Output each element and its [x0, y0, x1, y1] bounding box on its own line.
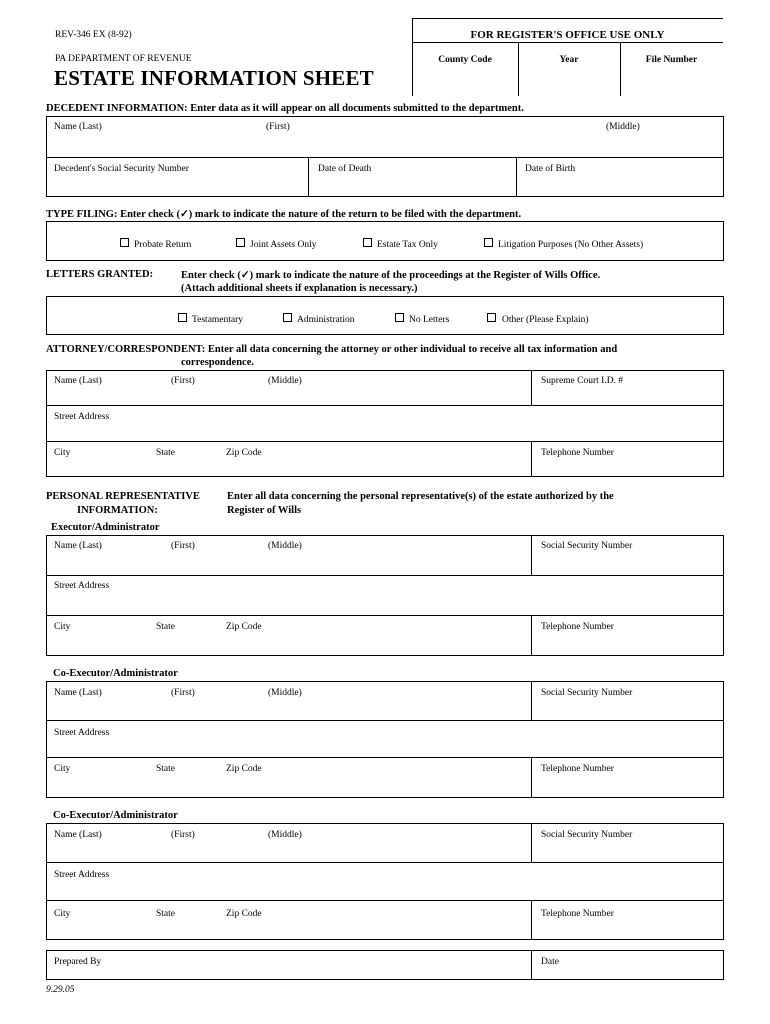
probate-return-checkbox[interactable]: [120, 238, 129, 247]
co-executor-1-city-field[interactable]: City: [54, 764, 71, 774]
decedent-name-last-field[interactable]: Name (Last): [54, 122, 102, 132]
co-executor-1-street-field[interactable]: Street Address: [54, 728, 110, 738]
attorney-city-field[interactable]: City: [54, 448, 71, 458]
co-executor-1-zip-field[interactable]: Zip Code: [226, 764, 262, 774]
register-box-top: [412, 18, 723, 19]
co-executor-2-name-last-field[interactable]: Name (Last): [54, 830, 102, 840]
co-executor-2-row-divider-2: [46, 900, 724, 901]
executor-name-middle-field[interactable]: (Middle): [268, 541, 302, 551]
co-executor-2-box: [46, 823, 724, 940]
co-executor-2-col-divider-1: [531, 823, 532, 862]
other-explain-label: Other (Please Explain): [502, 315, 589, 325]
attorney-name-middle-field[interactable]: (Middle): [268, 376, 302, 386]
executor-city-field[interactable]: City: [54, 622, 71, 632]
litigation-purposes-label: Litigation Purposes (No Other Assets): [498, 240, 644, 250]
testamentary-checkbox[interactable]: [178, 313, 187, 322]
attorney-name-last-field[interactable]: Name (Last): [54, 376, 102, 386]
supreme-court-id-field[interactable]: Supreme Court I.D. #: [541, 376, 624, 386]
register-col-divider-1: [518, 42, 519, 96]
executor-col-divider-1: [531, 535, 532, 575]
probate-return-label: Probate Return: [134, 240, 192, 250]
decedent-ssn-field[interactable]: Decedent's Social Security Number: [54, 164, 189, 174]
co-executor-2-street-field[interactable]: Street Address: [54, 870, 110, 880]
executor-row-divider-1: [46, 575, 724, 576]
letters-granted-heading: LETTERS GRANTED:: [46, 269, 154, 280]
executor-phone-field[interactable]: Telephone Number: [541, 622, 614, 632]
executor-box: [46, 535, 724, 656]
attorney-col-divider-1: [531, 370, 532, 405]
co-executor-1-name-middle-field[interactable]: (Middle): [268, 688, 302, 698]
co-executor-1-name-last-field[interactable]: Name (Last): [54, 688, 102, 698]
estate-tax-only-checkbox[interactable]: [363, 238, 372, 247]
personal-rep-heading-1: PERSONAL REPRESENTATIVE: [46, 491, 200, 502]
executor-col-divider-2: [531, 615, 532, 656]
joint-assets-only-label: Joint Assets Only: [250, 240, 317, 250]
co-executor-2-name-first-field[interactable]: (First): [171, 830, 195, 840]
file-number-field[interactable]: File Number: [645, 55, 698, 65]
date-of-death-field[interactable]: Date of Death: [318, 164, 372, 174]
register-col-divider-2: [620, 42, 621, 96]
co-executor-2-zip-field[interactable]: Zip Code: [226, 909, 262, 919]
attorney-street-field[interactable]: Street Address: [54, 412, 110, 422]
attorney-name-first-field[interactable]: (First): [171, 376, 195, 386]
co-executor-1-col-divider-2: [531, 757, 532, 798]
attorney-phone-field[interactable]: Telephone Number: [541, 448, 614, 458]
litigation-purposes-checkbox[interactable]: [484, 238, 493, 247]
attorney-heading-1: ATTORNEY/CORRESPONDENT: Enter all data concerning the attorney or other individual to receive all tax information and: [46, 344, 618, 355]
executor-name-last-field[interactable]: Name (Last): [54, 541, 102, 551]
attorney-heading-2: correspondence.: [181, 357, 255, 368]
co-executor-1-col-divider-1: [531, 681, 532, 720]
year-field[interactable]: Year: [559, 55, 579, 65]
decedent-col-divider-1: [308, 157, 309, 197]
other-explain-checkbox[interactable]: [487, 313, 496, 322]
decedent-name-middle-field[interactable]: (Middle): [606, 122, 640, 132]
co-executor-1-ssn-field[interactable]: Social Security Number: [541, 688, 633, 698]
executor-row-divider-2: [46, 615, 724, 616]
co-executor-1-state-field[interactable]: State: [156, 764, 175, 774]
form-version: 9.29.05: [46, 985, 75, 995]
co-executor-2-state-field[interactable]: State: [156, 909, 175, 919]
co-executor-2-row-divider-1: [46, 862, 724, 863]
attorney-state-field[interactable]: State: [156, 448, 175, 458]
prepared-by-col-divider: [531, 950, 532, 980]
co-executor-2-phone-field[interactable]: Telephone Number: [541, 909, 614, 919]
decedent-row-divider: [46, 157, 724, 158]
estate-tax-only-label: Estate Tax Only: [377, 240, 438, 250]
personal-rep-instruction-2: Register of Wills: [227, 505, 302, 516]
page-title: ESTATE INFORMATION SHEET: [54, 66, 374, 90]
attorney-col-divider-2: [531, 441, 532, 477]
co-executor-1-row-divider-2: [46, 757, 724, 758]
executor-name-first-field[interactable]: (First): [171, 541, 195, 551]
co-executor-2-city-field[interactable]: City: [54, 909, 71, 919]
administration-checkbox[interactable]: [283, 313, 292, 322]
testamentary-label: Testamentary: [192, 315, 244, 325]
no-letters-label: No Letters: [409, 315, 450, 325]
register-box-divider: [412, 42, 723, 43]
co-executor-2-name-middle-field[interactable]: (Middle): [268, 830, 302, 840]
executor-state-field[interactable]: State: [156, 622, 175, 632]
attorney-row-divider-1: [46, 405, 724, 406]
date-field[interactable]: Date: [541, 957, 559, 967]
department-name: PA DEPARTMENT OF REVENUE: [55, 54, 192, 64]
register-box-title: FOR REGISTER'S OFFICE USE ONLY: [470, 29, 665, 41]
co-executor-1-row-divider-1: [46, 720, 724, 721]
type-filing-heading: TYPE FILING: Enter check (✓) mark to indicate the nature of the return to be filed with the department.: [46, 209, 522, 220]
attorney-box: [46, 370, 724, 477]
executor-zip-field[interactable]: Zip Code: [226, 622, 262, 632]
prepared-by-box: [46, 950, 724, 980]
executor-ssn-field[interactable]: Social Security Number: [541, 541, 633, 551]
no-letters-checkbox[interactable]: [395, 313, 404, 322]
co-executor-1-name-first-field[interactable]: (First): [171, 688, 195, 698]
executor-title: Executor/Administrator: [51, 522, 160, 533]
co-executor-1-box: [46, 681, 724, 798]
prepared-by-field[interactable]: Prepared By: [54, 957, 102, 967]
county-code-field[interactable]: County Code: [438, 55, 492, 65]
personal-rep-heading-2: INFORMATION:: [77, 505, 158, 516]
date-of-birth-field[interactable]: Date of Birth: [525, 164, 576, 174]
attorney-row-divider-2: [46, 441, 724, 442]
joint-assets-only-checkbox[interactable]: [236, 238, 245, 247]
executor-street-field[interactable]: Street Address: [54, 581, 110, 591]
decedent-col-divider-2: [516, 157, 517, 197]
attorney-zip-field[interactable]: Zip Code: [226, 448, 262, 458]
decedent-heading: DECEDENT INFORMATION: Enter data as it will appear on all documents submitted to the department.: [46, 103, 524, 114]
co-executor-2-title: Co-Executor/Administrator: [53, 810, 178, 821]
form-code: REV-346 EX (8-92): [55, 30, 132, 40]
administration-label: Administration: [297, 315, 355, 325]
co-executor-1-title: Co-Executor/Administrator: [53, 668, 178, 679]
personal-rep-instruction-1: Enter all data concerning the personal representative(s) of the estate authorized by the: [227, 491, 614, 502]
letters-instruction-1: Enter check (✓) mark to indicate the nature of the proceedings at the Register of Wills Office.: [181, 270, 601, 281]
decedent-name-first-field[interactable]: (First): [266, 122, 290, 132]
co-executor-1-phone-field[interactable]: Telephone Number: [541, 764, 614, 774]
letters-instruction-2: (Attach additional sheets if explanation is necessary.): [181, 283, 418, 294]
letters-box: [46, 296, 724, 335]
co-executor-2-col-divider-2: [531, 900, 532, 940]
co-executor-2-ssn-field[interactable]: Social Security Number: [541, 830, 633, 840]
